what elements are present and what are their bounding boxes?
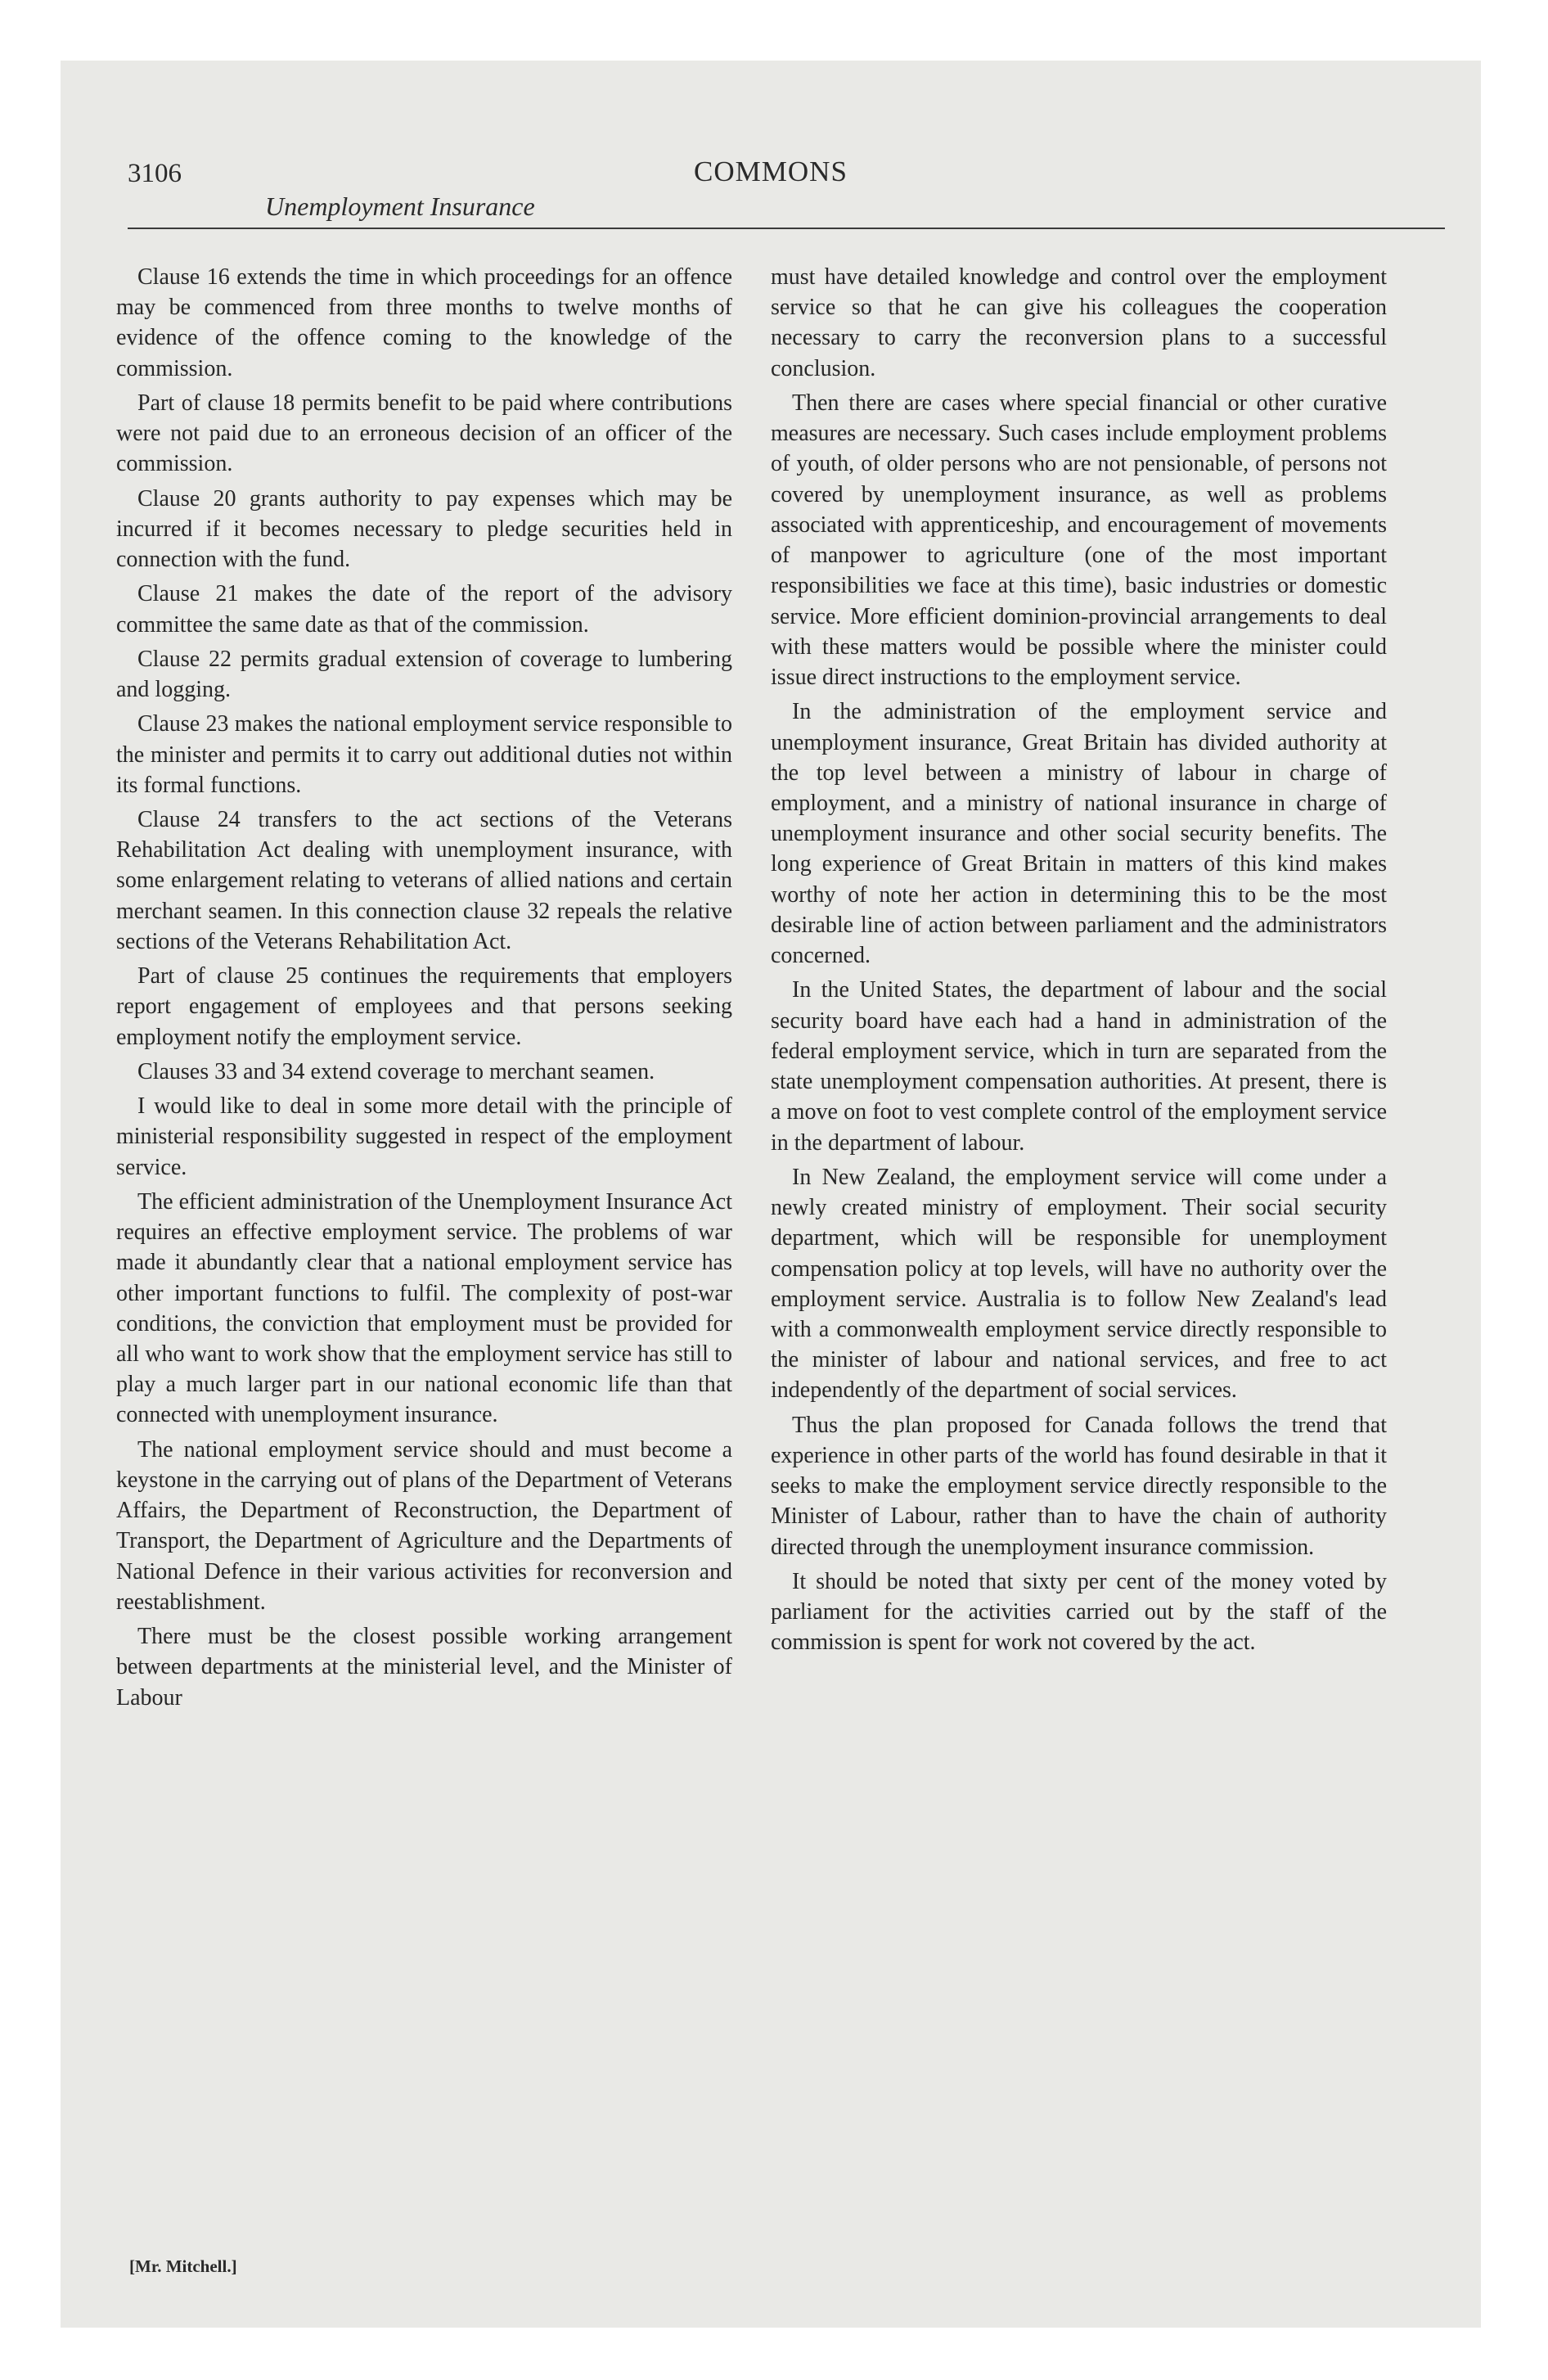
paragraph: The efficient administration of the Unemployment Insurance Act requires an effective employment service. The problems of war made it abundantly clear that a national employment service has other important functions to fulfil. The complexity of post-war conditions, the conviction that employment must be provided for all who want to work show that the employment service has still to play a much larger part in our national economic life than that connected with unemployment insurance. xyxy=(116,1188,732,1428)
paragraph: There must be the closest possible working arrangement between departments at the ministerial level, and the Minister of Labour xyxy=(116,1624,732,1711)
paragraph: Then there are cases where special financial or other curative measures are necessary. Such cases include employment problems of youth, of older persons who are not pensionable, of persons not covered by unemployment insurance, as well as problems associated with apprenticeship, and encouragement of movements of manpower to agriculture (one of the most important responsibilities we face at this time), basic industries or domestic service. More efficient dominion-provincial arrangements to deal with these matters would be possible where the minister could issue direct instructions to the employment service. xyxy=(771,390,1387,691)
paragraph: Clause 22 permits gradual extension of coverage to lumbering and logging. xyxy=(116,646,732,703)
hansard-page xyxy=(61,61,1481,2328)
subject-heading: Unemployment Insurance xyxy=(265,192,535,221)
right-column xyxy=(771,262,1387,1662)
speaker-attribution: [Mr. Mitchell.] xyxy=(129,2256,237,2276)
paragraph: Clause 16 extends the time in which proceedings for an offence may be commenced from three months to twelve months of evidence of the offence coming to the knowledge of the commission. xyxy=(116,264,732,381)
running-head: COMMONS xyxy=(694,156,848,187)
paragraph: Clause 20 grants authority to pay expenses which may be incurred if it becomes necessary to pledge securities held in connection with the fund. xyxy=(116,485,732,573)
paragraph: Clause 24 transfers to the act sections of the Veterans Rehabilitation Act dealing with unemployment insurance, with some enlargement relating to veterans of allied nations and certain merchant seamen. In this connection clause 32 repeals the relative sections of the Veterans Rehabilitation Act. xyxy=(116,806,732,954)
paragraph: In the administration of the employment service and unemployment insurance, Great Britain has divided authority at the top level between a ministry of labour in charge of employment, and a ministry of national insurance in charge of unemployment insurance and other social security benefits. The long experience of Great Britain in matters of this kind makes worthy of note her action in determining this to be the most desirable line of action between parliament and the administrators concerned. xyxy=(771,699,1387,969)
paragraph: Thus the plan proposed for Canada follows the trend that experience in other parts of the world has found desirable in that it seeks to make the employment service directly responsible to the Minister of Labour, rather than to have the chain of authority directed through the unemployment insurance commission. xyxy=(771,1412,1387,1560)
paragraph: Clause 23 makes the national employment service responsible to the minister and permits it to carry out additional duties not within its formal functions. xyxy=(116,711,732,798)
paragraph: Clause 21 makes the date of the report of the advisory committee the same date as that of the commission. xyxy=(116,581,732,638)
paragraph: The national employment service should and must become a keystone in the carrying out of plans of the Department of Veterans Affairs, the Department of Reconstruction, the Department of Transport, the Department of Agriculture and the Departments of National Defence in their various activities for reconversion and reestablishment. xyxy=(116,1436,732,1615)
paragraph: must have detailed knowledge and control over the employment service so that he can give his colleagues the cooperation necessary to carry the reconversion plans to a successful conclusion. xyxy=(771,264,1387,381)
paragraph: In New Zealand, the employment service will come under a newly created ministry of employment. Their social security department, which will be responsible for unemployment compensation policy at top levels, will have no authority over the employment service. Australia is to follow New Zealand's lead with a commonwealth employment service directly responsible to the minister of labour and national services, and free to act independently of the department of social services. xyxy=(771,1164,1387,1404)
paragraph: Part of clause 25 continues the requirements that employers report engagement of employees and that persons seeking employment notify the employment service. xyxy=(116,963,732,1050)
paragraph: Part of clause 18 permits benefit to be paid where contributions were not paid due to an erroneous decision of an officer of the commission. xyxy=(116,390,732,477)
paragraph: In the United States, the department of labour and the social security board have each had a hand in administration of the federal employment service, which in turn are separated from the state unemployment compensation authorities. At present, there is a move on foot to vest complete control of the employment service in the department of labour. xyxy=(771,977,1387,1156)
paragraph: Clauses 33 and 34 extend coverage to merchant seamen. xyxy=(137,1058,655,1084)
left-column xyxy=(116,262,732,1717)
header-rule xyxy=(128,228,1445,229)
page-number: 3106 xyxy=(128,159,182,188)
paragraph: I would like to deal in some more detail with the principle of ministerial responsibility suggested in respect of the employment service. xyxy=(116,1093,732,1180)
paragraph: It should be noted that sixty per cent of the money voted by parliament for the activities carried out by the staff of the commission is spent for work not covered by the act. xyxy=(771,1568,1387,1656)
